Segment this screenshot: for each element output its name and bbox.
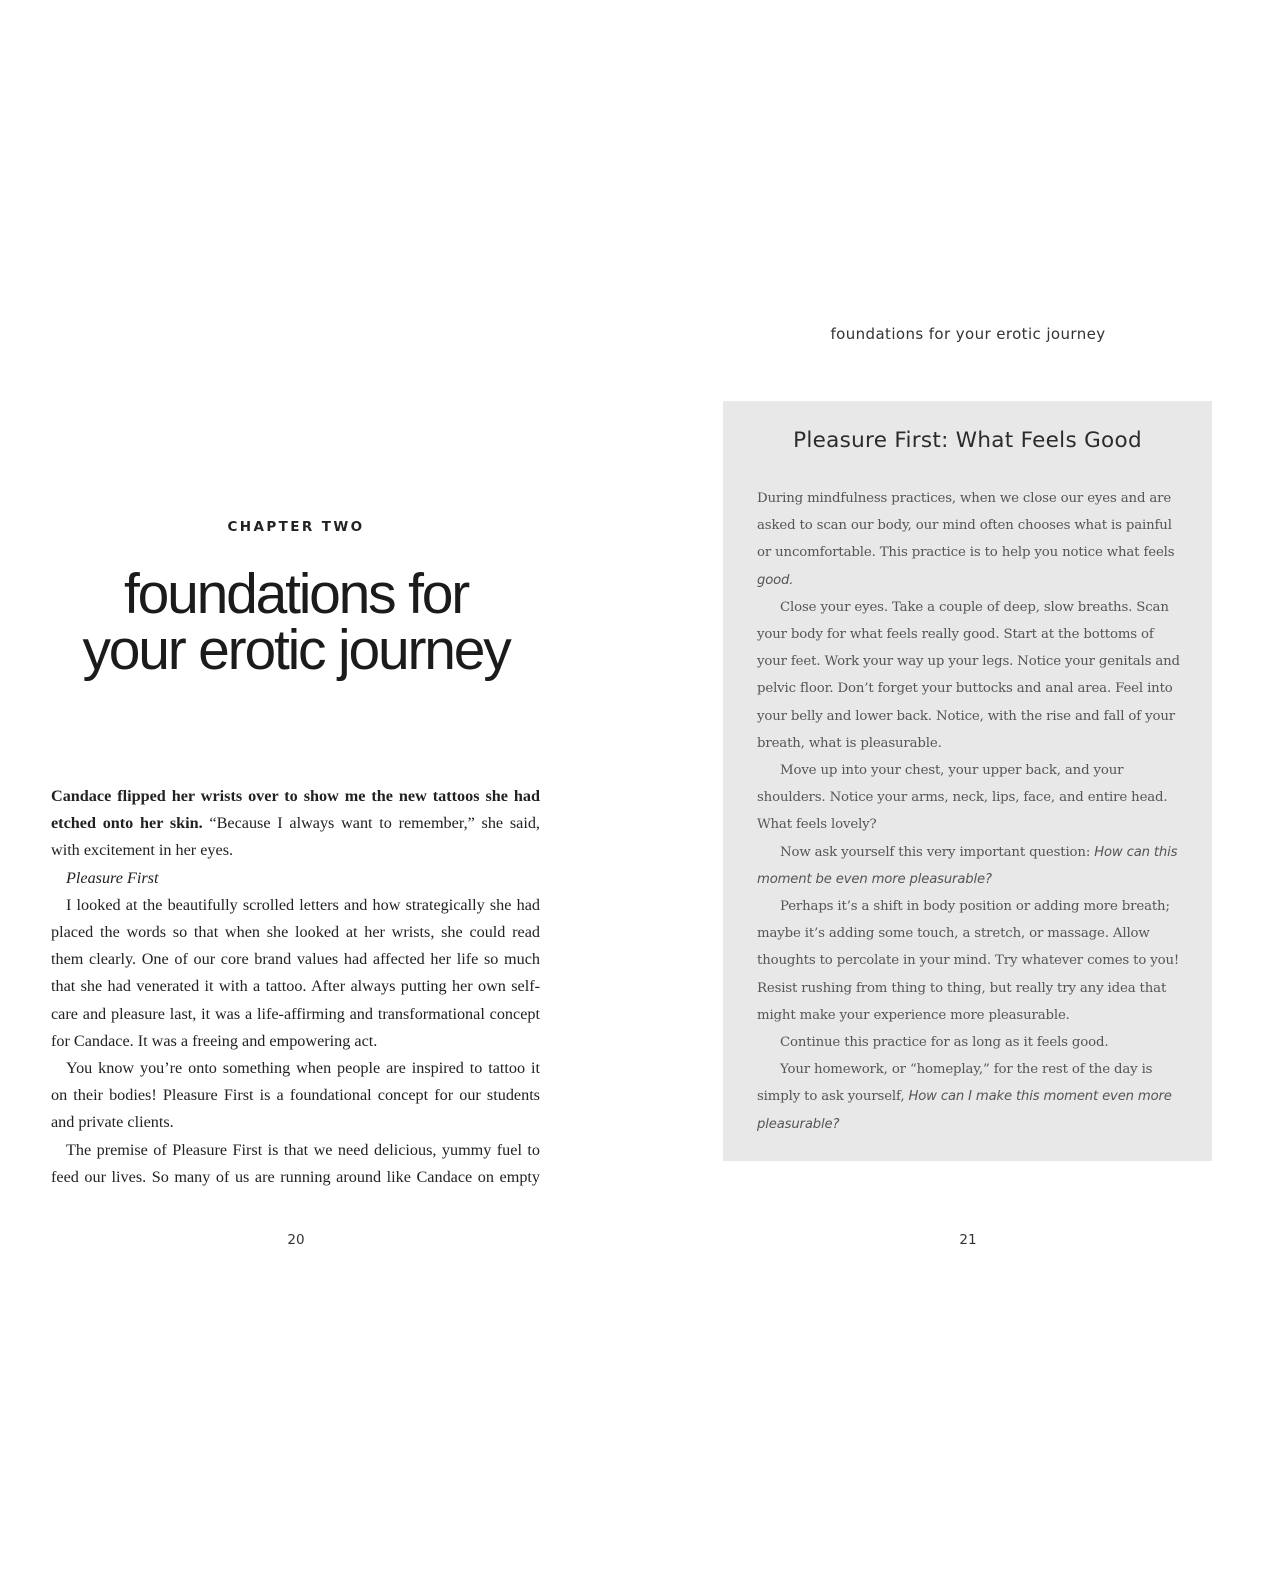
sidebar-paragraph-3: Move up into your chest, your upper back, and your shoulders. Notice your arms, neck, lips, face, and entire head. What feels lovely? [757,763,1168,833]
sidebar-box [723,401,1212,1161]
page-number-left: 20 [287,1232,305,1248]
sidebar-paragraph-1 [757,485,1182,594]
body-paragraph-1-rest: “Because I always want to remember,” she said, with excitement in her eyes. [51,814,540,860]
sidebar-paragraph-6: Continue this practice for as long as it feels good. [780,1035,1109,1051]
sidebar-paragraph-5: Perhaps it’s a shift in body position or adding more breath; maybe it’s adding some touch, a stretch, or massage. Allow thoughts to percolate in your mind. Try whatever comes to you! Resist rushing from thing to thing, but really try any idea that might make your experience more pleasurable. [757,899,1180,1023]
sidebar-paragraph-4 [757,839,1182,893]
sidebar-title: Pleasure First: What Feels Good [793,428,1142,453]
sidebar-paragraph-1-italic: good. [757,572,794,588]
lead-in-sentence: Candace flipped her wrists over to show me the new tattoos she had etched onto her skin. [51,787,540,833]
sidebar-paragraph-7-text: Your homework, or “homeplay,” for the rest of the day is simply to ask yourself, [757,1062,1153,1105]
sidebar-body [757,485,1182,1138]
body-paragraph-3: I looked at the beautifully scrolled letters and how strategically she had placed the words so that when she looked at her wrists, she could read them clearly. One of our core brand values had affected her life so much that she had venerated it with a tattoo. After always putting her own self-care and pleasure last, it was a life-affirming and transformational concept for Candace. It was a freeing and empowering act. [51,895,540,1050]
chapter-body-text [51,783,540,1191]
sidebar-paragraph-4-text: Now ask yourself this very important question: [780,844,1095,860]
tattoo-words: Pleasure First [66,868,159,887]
chapter-title-line-1: foundations for [123,562,469,626]
page-number-right: 21 [959,1232,977,1248]
sidebar-paragraph-4-italic: How can this moment be even more pleasurable? [757,844,1178,887]
left-page [0,0,620,1575]
sidebar-paragraph-2: Close your eyes. Take a couple of deep, slow breaths. Scan your body for what feels really good. Start at the bottoms of your feet. Work your way up your legs. Notice your genitals and pelvic floor. Don’t forget your buttocks and anal area. Feel into your belly and lower back. Notice, with the rise and fall of your breath, what is pleasurable. [757,599,1180,751]
body-paragraph-2 [51,865,540,892]
body-paragraph-1 [51,783,540,865]
chapter-label: CHAPTER TWO [227,519,365,535]
right-page [640,0,1275,1575]
running-header: foundations for your erotic journey [830,325,1106,343]
sidebar-paragraph-1-text: During mindfulness practices, when we close our eyes and are asked to scan our body, our mind often chooses what is painful or uncomfortable. This practice is to help you notice what feels [757,491,1175,561]
chapter-title [0,562,592,682]
body-paragraph-5: The premise of Pleasure First is that we need delicious, yummy fuel to feed our lives. So many of us are running around like Candace on empty [51,1140,540,1186]
chapter-title-line-2: your erotic journey [82,618,510,682]
sidebar-paragraph-7-italic: How can I make this moment even more pleasurable? [757,1089,1172,1132]
body-paragraph-4: You know you’re onto something when people are inspired to tattoo it on their bodies! Pleasure First is a foundational concept for our students and private clients. [51,1059,540,1132]
sidebar-paragraph-7 [757,1056,1182,1138]
